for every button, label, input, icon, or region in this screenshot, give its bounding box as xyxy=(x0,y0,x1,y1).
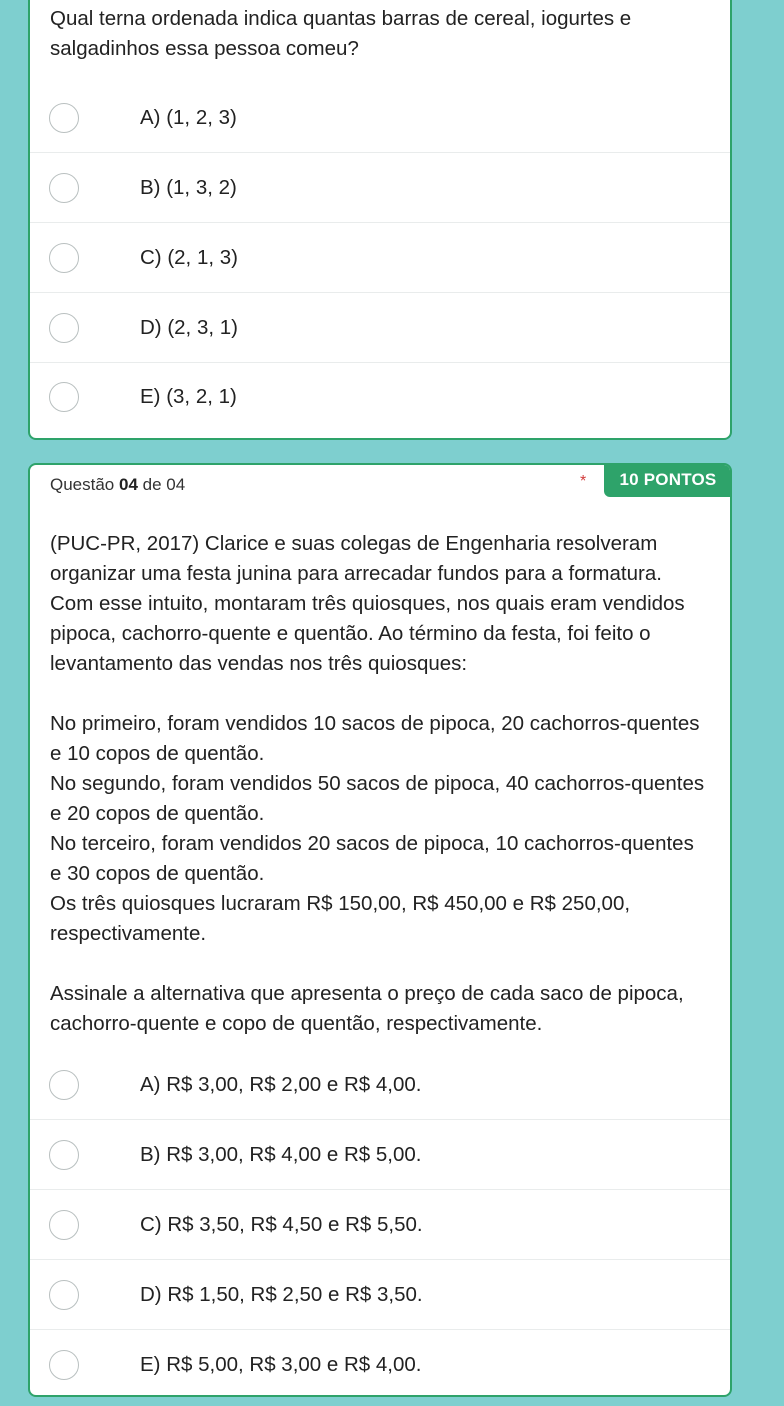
option-e[interactable] xyxy=(30,1329,730,1397)
points-badge: 10 PONTOS xyxy=(604,463,732,497)
option-label: D) R$ 1,50, R$ 2,50 e R$ 3,50. xyxy=(140,1283,423,1306)
question-number: 04 xyxy=(119,475,138,494)
required-asterisk: * xyxy=(580,473,587,490)
option-label: A) R$ 3,00, R$ 2,00 e R$ 4,00. xyxy=(140,1073,422,1096)
radio-circle-icon[interactable] xyxy=(49,173,79,203)
option-label: E) R$ 5,00, R$ 3,00 e R$ 4,00. xyxy=(140,1353,422,1376)
option-b[interactable] xyxy=(30,1119,730,1190)
question-4-card xyxy=(28,463,732,1397)
question-header xyxy=(50,473,185,497)
radio-circle-icon[interactable] xyxy=(49,1350,79,1380)
radio-circle-icon[interactable] xyxy=(49,1280,79,1310)
option-label: C) (2, 1, 3) xyxy=(140,246,238,269)
option-label: B) (1, 3, 2) xyxy=(140,176,237,199)
question-intro: (PUC-PR, 2017) Clarice e suas colegas de Engenharia resolveram organizar uma festa junina para arrecadar fundos para a formatura. Com esse intuito, montaram três quiosques, nos quais eram vendidos pipoca, cachorro-quente e quentão. Ao término da festa, foi feito o levantamento das vendas nos três quiosques: xyxy=(50,532,685,675)
option-d[interactable] xyxy=(30,292,730,363)
previous-question-card xyxy=(28,0,732,440)
option-b[interactable] xyxy=(30,152,730,223)
question-header-prefix: Questão xyxy=(50,475,115,494)
option-label: B) R$ 3,00, R$ 4,00 e R$ 5,00. xyxy=(140,1143,422,1166)
option-label: C) R$ 3,50, R$ 4,50 e R$ 5,50. xyxy=(140,1213,423,1236)
option-d[interactable] xyxy=(30,1259,730,1330)
detail-line: No terceiro, foram vendidos 20 sacos de pipoca, 10 cachorros-quentes e 30 copos de quentão. xyxy=(50,832,694,885)
option-label: D) (2, 3, 1) xyxy=(140,316,238,339)
question-total: de 04 xyxy=(142,475,186,494)
question-prompt: Qual terna ordenada indica quantas barras de cereal, iogurtes e salgadinhos essa pessoa comeu? xyxy=(50,7,632,60)
option-a[interactable] xyxy=(30,1049,730,1120)
radio-circle-icon[interactable] xyxy=(49,382,79,412)
radio-circle-icon[interactable] xyxy=(49,243,79,273)
radio-circle-icon[interactable] xyxy=(49,1210,79,1240)
radio-circle-icon[interactable] xyxy=(49,1140,79,1170)
option-c[interactable] xyxy=(30,1189,730,1260)
option-a[interactable] xyxy=(30,82,730,153)
radio-circle-icon[interactable] xyxy=(49,313,79,343)
detail-line: No primeiro, foram vendidos 10 sacos de pipoca, 20 cachorros-quentes e 10 copos de quentão. xyxy=(50,712,700,765)
question-body xyxy=(50,529,708,1039)
radio-circle-icon[interactable] xyxy=(49,1070,79,1100)
option-label: E) (3, 2, 1) xyxy=(140,385,237,408)
detail-line: Os três quiosques lucraram R$ 150,00, R$ 450,00 e R$ 250,00, respectivamente. xyxy=(50,892,631,945)
option-e[interactable] xyxy=(30,361,730,431)
detail-line: No segundo, foram vendidos 50 sacos de pipoca, 40 cachorros-quentes e 20 copos de quentão. xyxy=(50,772,705,825)
option-c[interactable] xyxy=(30,222,730,293)
radio-circle-icon[interactable] xyxy=(49,103,79,133)
option-label: A) (1, 2, 3) xyxy=(140,106,237,129)
question-instruction: Assinale a alternativa que apresenta o preço de cada saco de pipoca, cachorro-quente e copo de quentão, respectivamente. xyxy=(50,982,684,1035)
